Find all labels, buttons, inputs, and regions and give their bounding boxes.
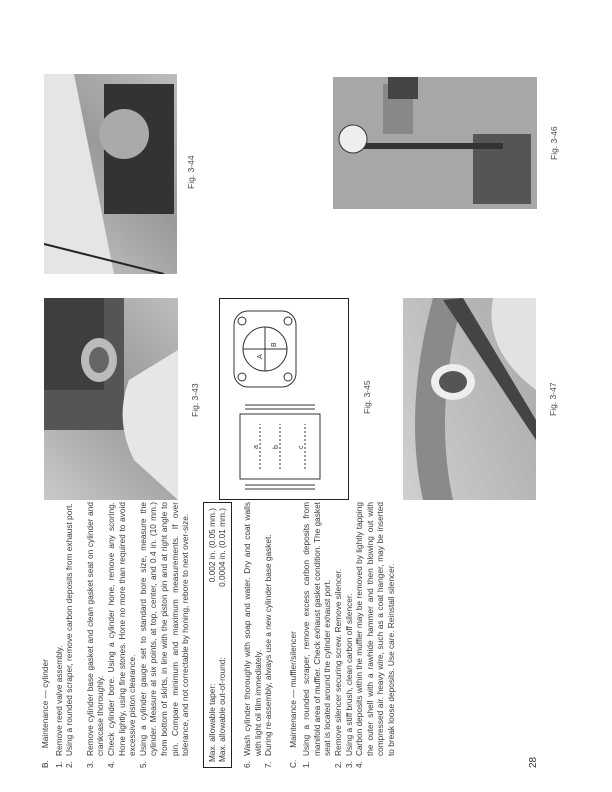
figure-3-44-caption: Fig. 3-44 xyxy=(186,155,196,189)
section-title: Maintenance — muffler/silencer xyxy=(287,631,298,748)
label-A: A xyxy=(257,354,264,359)
item-text: During re-assembly, always use a new cylinder base gasket. xyxy=(263,534,274,756)
figure-3-45-caption: Fig. 3-45 xyxy=(362,380,372,414)
list-item xyxy=(64,502,75,768)
spec-label: Max. allowable out-of-round: xyxy=(217,657,228,762)
list-item xyxy=(85,502,106,768)
item-number: 4. xyxy=(354,761,365,768)
list-item xyxy=(242,502,263,768)
spec-row-out-of-round xyxy=(217,508,228,762)
figure-3-43-photo xyxy=(44,298,178,500)
item-text: Wash cylinder thoroughly with soap and water. Dry and coat walls with light oil film immediately. xyxy=(241,502,263,756)
item-text: Using a stiff brush, clean carbon off silencer. xyxy=(343,593,354,756)
spec-value: 0.002 in. (0.05 mm.) xyxy=(206,508,217,583)
item-number: 5. xyxy=(137,761,148,768)
item-text: Carbon deposits within the muffler may be removed by lightly tapping the outer shell with a rawhide hammer and then blowing out with compressed air. heavy wire, such as a coat hanger, may be inserted to break loose deposits. Use care. Reinstall silencer. xyxy=(354,502,397,756)
label-B: B xyxy=(271,342,278,347)
section-letter: B. xyxy=(40,760,50,768)
figure-3-47-caption: Fig. 3-47 xyxy=(548,382,558,416)
item-number: 3. xyxy=(343,761,354,768)
item-number: 1. xyxy=(53,761,64,768)
list-item xyxy=(344,502,355,768)
spec-box xyxy=(203,502,232,768)
section-letter: C. xyxy=(287,759,298,768)
item-number: 2. xyxy=(333,761,344,768)
item-text: Using a rounded scraper, remove excess carbon deposits from manifold area of muffler. Check exhaust gasket condition. The gasket seat is located around the cylinder exhaust port. xyxy=(301,502,333,756)
section-b-steps-continued xyxy=(242,502,274,768)
section-b-steps xyxy=(54,502,191,768)
figure-3-47-photo xyxy=(403,298,536,500)
list-item xyxy=(54,502,65,768)
section-c-heading xyxy=(288,502,299,768)
item-text: Remove reed valve assembly. xyxy=(53,645,64,756)
spec-row-taper xyxy=(207,508,218,762)
list-item xyxy=(263,502,274,768)
list-item xyxy=(333,502,344,768)
figure-3-44-photo xyxy=(44,74,177,274)
item-text: Remove silencer securing screw. Remove silencer. xyxy=(333,568,344,756)
text-column xyxy=(40,502,397,768)
item-text: Using a cylinder gauge set to standard bore size, measure the cylinder. Measure at six points, at top, center, and 0.4 in. (10 mm.) from bottom of skirts, in line with the piston pin and at right angle to pin. Compare minimum and maximum measurements. If over tolerance, and not correctable by honing, rebore to next over-size. xyxy=(137,502,191,756)
figure-3-46-caption: Fig. 3-46 xyxy=(549,126,559,160)
page-number: 28 xyxy=(528,756,539,768)
label-c: c xyxy=(298,445,305,449)
item-number: 2. xyxy=(64,761,75,768)
item-number: 3. xyxy=(84,761,95,768)
section-b-heading xyxy=(40,502,51,768)
cylinder-diagram-icon xyxy=(220,299,348,499)
figure-3-45-drawing xyxy=(219,298,349,500)
figure-3-43-caption: Fig. 3-43 xyxy=(190,383,200,417)
list-item xyxy=(138,502,191,768)
list-item xyxy=(354,502,396,768)
section-c-steps xyxy=(301,502,396,768)
item-number: 7. xyxy=(263,761,274,768)
spec-label: Max. allowable taper: xyxy=(206,683,217,762)
item-text: Check cylinder bore. Using a cylinder hone, remove any scoring. Hone lightly, using fine stones. Hone no more than required to avoid excessive piston clearance. xyxy=(105,502,138,756)
muffler-cleaning-photo-icon xyxy=(403,298,536,500)
item-number: 1. xyxy=(301,761,312,768)
piston-install-photo-icon xyxy=(44,74,177,274)
list-item xyxy=(106,502,138,768)
item-number: 4. xyxy=(105,761,116,768)
cylinder-gauge-photo-icon xyxy=(333,77,537,209)
list-item xyxy=(301,502,333,768)
label-a: a xyxy=(253,445,260,449)
label-b: b xyxy=(273,445,280,449)
cylinder-gasket-photo-icon xyxy=(44,298,178,500)
spec-value: 0.0004 in. (0.01 mm.) xyxy=(217,508,228,587)
section-title: Maintenance — cylinder xyxy=(40,659,50,749)
item-text: Using a rounded scraper, remove carbon deposits from exhaust port. xyxy=(64,503,75,756)
item-number: 6. xyxy=(241,761,252,768)
figure-3-46-photo xyxy=(333,77,537,209)
item-text: Remove cylinder base gasket and clean gasket seat on cylinder and crankcase thoroughly. xyxy=(84,502,106,756)
